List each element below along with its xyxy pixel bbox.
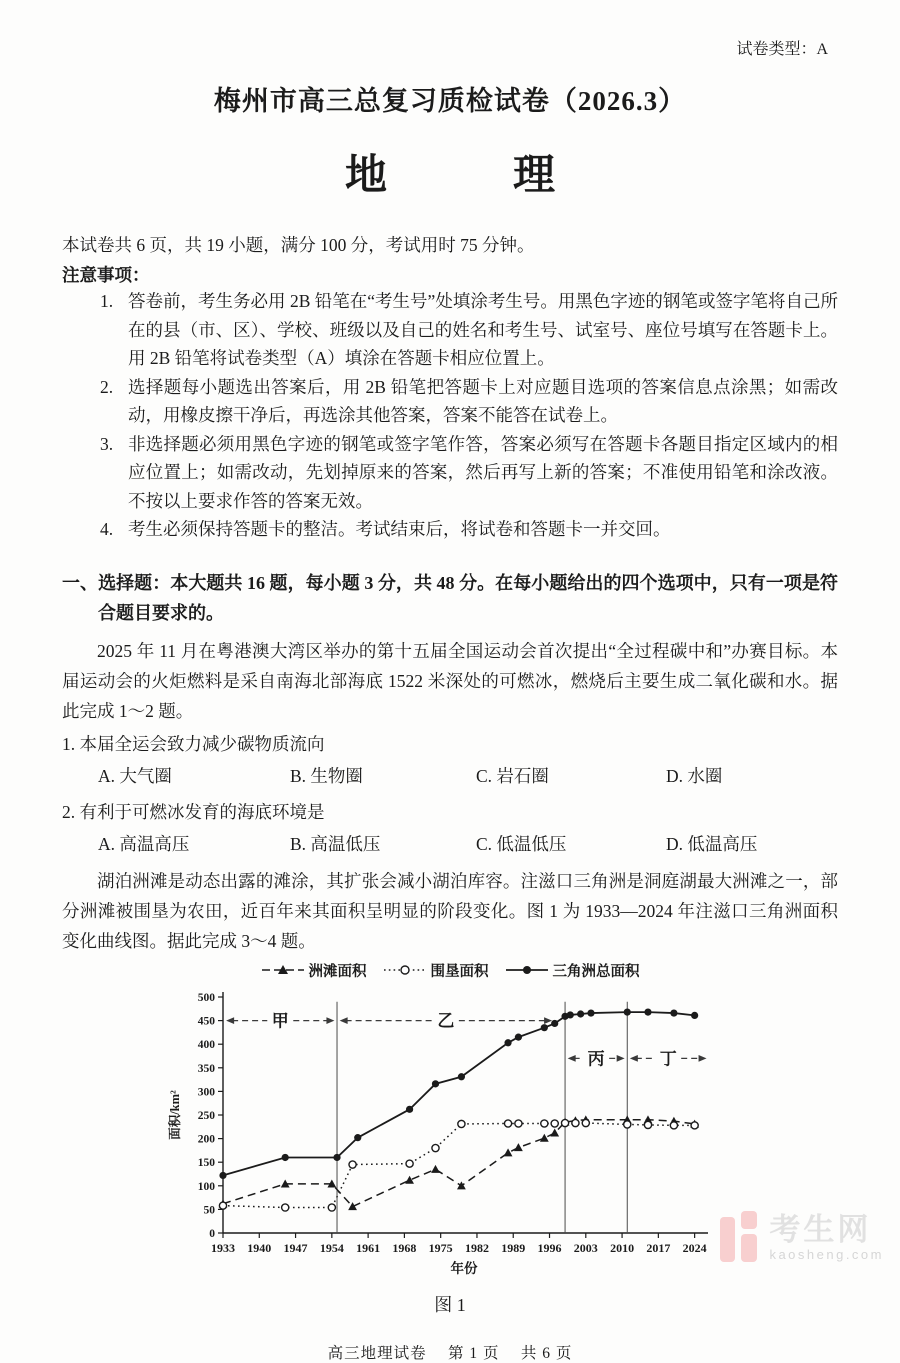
question-text: 有利于可燃冰发育的海底环境是	[79, 801, 325, 822]
passage-1: 2025 年 11 月在粤港澳大湾区举办的第十五届全国运动会首次提出“全过程碳中和”办赛目标。本届运动会的火炬燃料是采自南海北部海底 1522 米深处的可燃冰，燃烧后主要生成二氧化碳和水。据此完成 1～2 题。	[62, 640, 838, 721]
notice-item-text: 选择题每小题选出答案后，用 2B 铅笔把答题卡上对应题目选项的答案信息点涂黑；如需改动，用橡皮擦干净后，再选涂其他答案，答案不能答在试卷上。	[128, 376, 838, 425]
figure-1	[165, 960, 735, 1317]
svg-text:1989: 1989	[501, 1240, 526, 1255]
notice-item-number: 4.	[100, 519, 114, 539]
kaosheng-logo-icon	[720, 1211, 760, 1263]
notice-item-text: 考生必须保持答题卡的整洁。考试结束后，将试卷和答题卡一并交回。	[128, 519, 671, 539]
svg-text:50: 50	[203, 1203, 215, 1216]
watermark	[720, 1211, 884, 1263]
svg-text:2003: 2003	[573, 1240, 598, 1255]
logo-block	[720, 1217, 735, 1262]
section-heading: 一、选择题：本大题共 16 题，每小题 3 分，共 48 分。在每小题给出的四个选项中，只有一项是符合题目要求的。	[62, 572, 838, 623]
legend-item-total	[505, 960, 640, 981]
legend-label: 围垦面积	[430, 963, 489, 980]
svg-text:1940: 1940	[247, 1240, 272, 1255]
option-d: D. 水圈	[666, 765, 723, 786]
exam-intro: 本试卷共 6 页，共 19 小题，满分 100 分，考试用时 75 分钟。	[62, 235, 535, 255]
svg-text:400: 400	[197, 1038, 215, 1051]
svg-text:1996: 1996	[537, 1240, 562, 1255]
svg-text:面积/km²: 面积/km²	[168, 1089, 182, 1140]
svg-text:350: 350	[197, 1062, 215, 1075]
option-d: D. 低温高压	[666, 833, 758, 854]
svg-text:年份: 年份	[450, 1260, 478, 1276]
option-b: B. 高温低压	[290, 833, 381, 854]
svg-text:1933: 1933	[211, 1240, 235, 1255]
svg-text:0: 0	[209, 1227, 215, 1240]
notice-item	[100, 430, 838, 516]
svg-text:300: 300	[197, 1085, 215, 1098]
svg-text:丙: 丙	[587, 1048, 605, 1068]
svg-text:乙: 乙	[437, 1011, 455, 1031]
notice-item-number: 3.	[100, 433, 114, 454]
svg-text:250: 250	[197, 1109, 215, 1122]
figure-caption: 图 1	[434, 1294, 466, 1315]
notice-item-number: 2.	[100, 376, 114, 397]
option-c: C. 低温低压	[476, 833, 567, 854]
question-number: 2.	[62, 801, 76, 822]
svg-text:1968: 1968	[392, 1240, 417, 1255]
page-footer: 高三地理试卷 第 1 页 共 6 页	[327, 1344, 573, 1362]
svg-text:500: 500	[197, 991, 215, 1004]
question-number: 1.	[62, 733, 76, 754]
legend-label: 洲滩面积	[308, 963, 367, 980]
legend-item-shoal	[261, 960, 367, 981]
notice-title: 注意事项：	[62, 265, 150, 285]
exam-title: 梅州市高三总复习质检试卷（2026.3）	[213, 86, 687, 116]
svg-text:2017: 2017	[646, 1240, 671, 1255]
question-2-options	[62, 830, 838, 858]
logo-block	[741, 1234, 757, 1262]
chart-legend	[165, 960, 735, 981]
option-c: C. 岩石圈	[476, 765, 549, 786]
figure-1-chart	[165, 981, 735, 1291]
svg-text:2010: 2010	[610, 1240, 635, 1255]
logo-block	[741, 1211, 757, 1229]
svg-text:150: 150	[197, 1156, 215, 1169]
notice-item-text: 答卷前，考生务必用 2B 铅笔在“考生号”处填涂考生号。用黑色字迹的钢笔或签字笔将自己所在的县（市、区）、学校、班级以及自己的姓名和考生号、试室号、座位号填写在答题卡上。用 2B 铅笔将试卷类型（A）填涂在答题卡相应位置上。	[128, 291, 838, 368]
notice-item-number: 1.	[100, 291, 114, 311]
legend-label: 三角洲总面积	[552, 963, 640, 980]
dotted-open-circle-marker-icon	[383, 963, 427, 977]
svg-text:2024: 2024	[682, 1240, 707, 1255]
question-1-options	[62, 762, 838, 790]
option-b: B. 生物圈	[290, 765, 363, 786]
svg-text:1947: 1947	[283, 1240, 308, 1255]
notice-item	[100, 287, 838, 373]
solid-filled-circle-marker-icon	[505, 963, 549, 977]
subject-title: 地 理	[344, 153, 555, 199]
notice-item	[100, 373, 838, 430]
question-1	[62, 729, 838, 759]
option-a: A. 高温高压	[98, 833, 190, 854]
notice-list	[100, 287, 838, 544]
legend-item-reclaimed	[383, 960, 489, 981]
svg-text:1961: 1961	[356, 1240, 381, 1255]
svg-text:1954: 1954	[319, 1240, 344, 1255]
option-a: A. 大气圈	[98, 765, 172, 786]
dashed-triangle-marker-icon	[261, 963, 305, 977]
paper-type-label: 试卷类型：A	[736, 41, 828, 58]
svg-text:200: 200	[197, 1133, 215, 1146]
svg-text:1982: 1982	[464, 1240, 489, 1255]
svg-text:100: 100	[197, 1180, 215, 1193]
notice-item-text: 非选择题必须用黑色字迹的钢笔或签字笔作答，答案必须写在答题卡各题目指定区域内的相应位置上；如需改动，先划掉原来的答案，然后再写上新的答案；不准使用铅笔和涂改液。不按以上要求作答的答案无效。	[128, 433, 838, 511]
watermark-text	[769, 1211, 884, 1262]
question-text: 本届全运会致力减少碳物质流向	[79, 733, 325, 754]
svg-text:丁: 丁	[659, 1048, 677, 1068]
notice-item	[100, 515, 838, 544]
passage-2: 湖泊洲滩是动态出露的滩涂，其扩张会减小湖泊库容。注滋口三角洲是洞庭湖最大洲滩之一，部分洲滩被围垦为农田，近百年来其面积呈明显的阶段变化。图 1 为 1933—2024 年注滋口三角洲面积变化曲线图。据此完成 3～4 题。	[62, 870, 838, 951]
svg-text:1975: 1975	[428, 1240, 453, 1255]
watermark-site-name: 考生网	[769, 1211, 872, 1247]
question-2	[62, 797, 838, 827]
svg-text:甲: 甲	[271, 1011, 289, 1031]
svg-text:450: 450	[197, 1015, 215, 1028]
watermark-site-domain: kaosheng.com	[769, 1246, 884, 1262]
